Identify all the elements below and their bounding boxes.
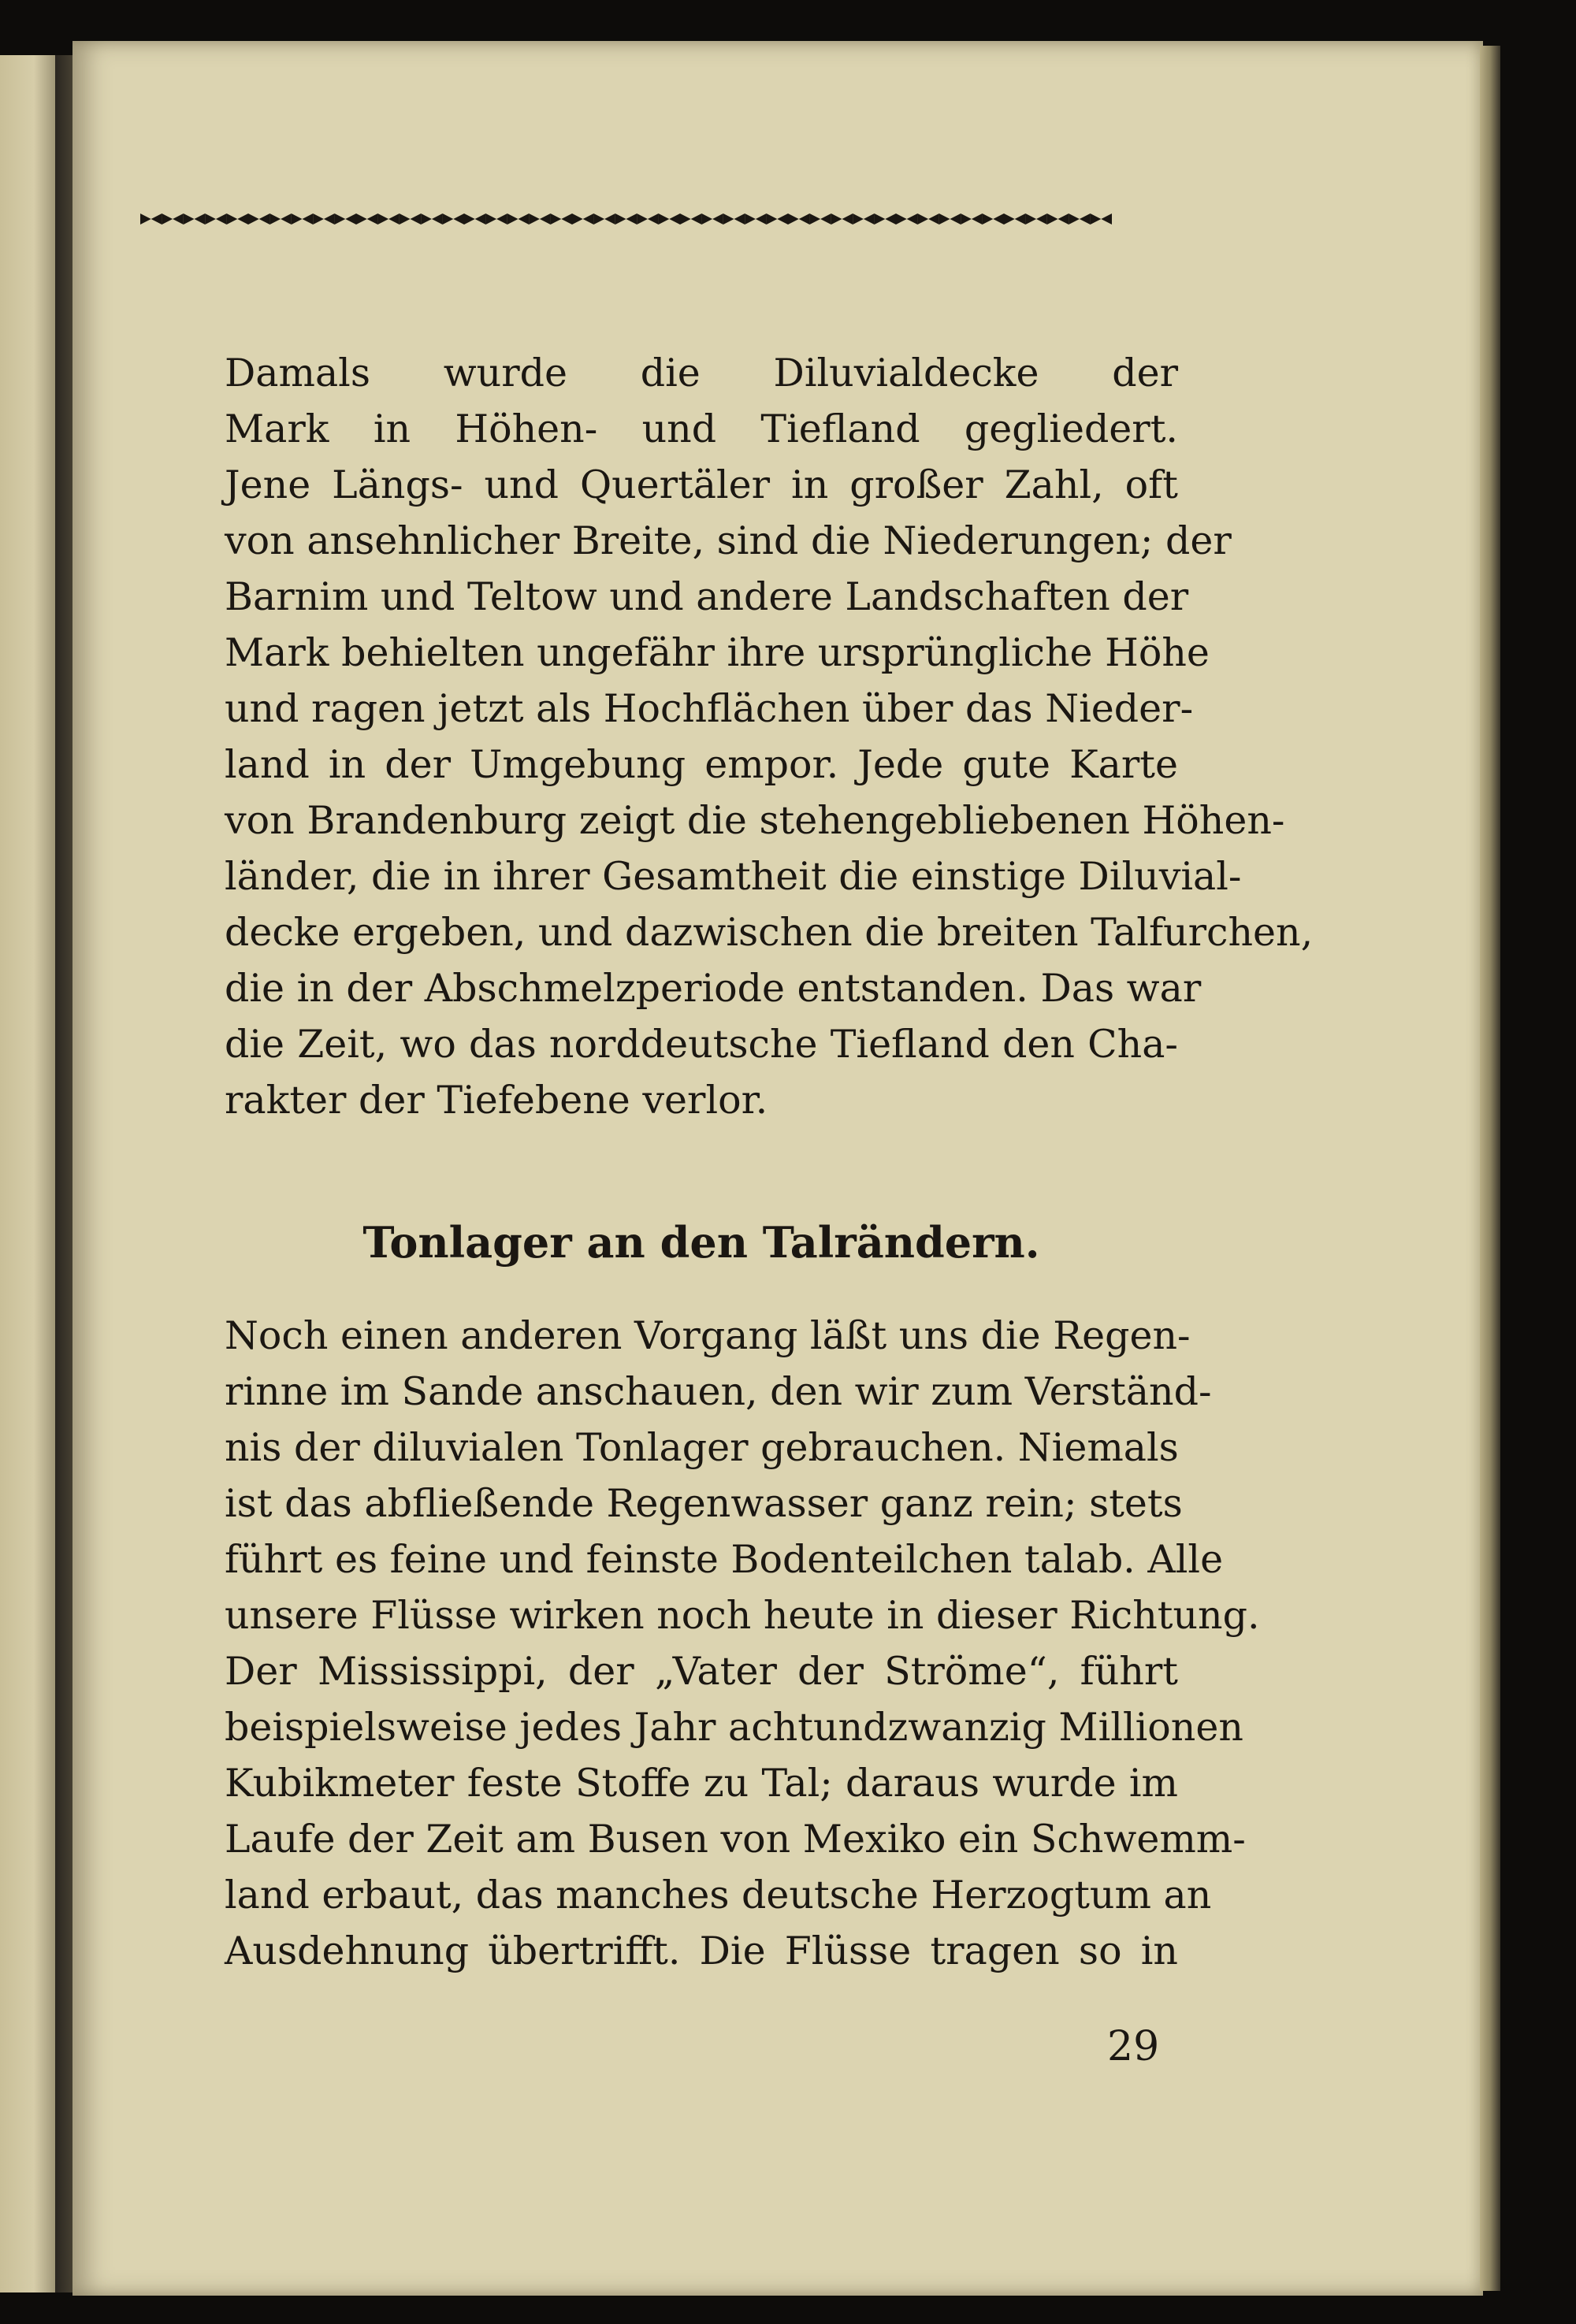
paragraph-2 bbox=[225, 1308, 1260, 1979]
left-page-edge bbox=[0, 55, 57, 2292]
right-page-edge bbox=[1480, 46, 1500, 2291]
text-line: rinne im Sande anschauen, den wir zum Verständ- bbox=[225, 1369, 1212, 1414]
text-line: Der Mississippi, der „Vater der Ströme“, führt bbox=[225, 1649, 1178, 1694]
text-line: beispielsweise jedes Jahr achtundzwanzig Millionen bbox=[225, 1705, 1243, 1750]
text-line: führt es feine und feinste Bodenteilchen talab. Alle bbox=[225, 1537, 1224, 1582]
text-line: Barnim und Teltow und andere Landschaften der bbox=[225, 574, 1189, 619]
text-line: die in der Abschmelzperiode entstanden. Das war bbox=[225, 966, 1202, 1011]
bowtie-ornament-icon bbox=[140, 213, 1133, 225]
text-line: Jene Längs- und Quertäler in großer Zahl, oft bbox=[225, 462, 1178, 507]
text-line: Laufe der Zeit am Busen von Mexiko ein Schwemm- bbox=[225, 1817, 1246, 1862]
text-line: rakter der Tiefebene verlor. bbox=[225, 1078, 768, 1123]
text-line: land erbaut, das manches deutsche Herzogtum an bbox=[225, 1873, 1212, 1917]
text-line: unsere Flüsse wirken noch heute in dieser Richtung. bbox=[225, 1593, 1260, 1638]
text-line: Mark behielten ungefähr ihre ursprüngliche Höhe bbox=[225, 630, 1210, 675]
text-line: von ansehnlicher Breite, sind die Niederungen; der bbox=[225, 518, 1232, 563]
text-line: Kubikmeter feste Stoffe zu Tal; daraus wurde im bbox=[225, 1761, 1178, 1806]
text-line: Ausdehnung übertrifft. Die Flüsse tragen so in bbox=[225, 1929, 1178, 1973]
text-line: Mark in Höhen- und Tiefland gegliedert. bbox=[225, 407, 1178, 451]
text-line: ist das abfließende Regenwasser ganz rein; stets bbox=[225, 1481, 1183, 1526]
text-line: und ragen jetzt als Hochflächen über das Nieder- bbox=[225, 686, 1194, 731]
text-line: nis der diluvialen Tonlager gebrauchen. Niemals bbox=[225, 1425, 1179, 1470]
page-number: 29 bbox=[1107, 2023, 1160, 2070]
text-line: von Brandenburg zeigt die stehengebliebenen Höhen- bbox=[225, 798, 1285, 843]
text-line: Noch einen anderen Vorgang läßt uns die Regen- bbox=[225, 1313, 1191, 1358]
text-line: Damals wurde die Diluvialdecke der bbox=[225, 351, 1178, 395]
section-heading: Tonlager an den Talrändern. bbox=[362, 1217, 1040, 1268]
text-line: die Zeit, wo das norddeutsche Tiefland den Cha- bbox=[225, 1022, 1178, 1067]
text-line: länder, die in ihrer Gesamtheit die einstige Diluvial- bbox=[225, 854, 1242, 899]
paragraph-1 bbox=[225, 345, 1314, 1128]
text-line: decke ergeben, und dazwischen die breiten Talfurchen, bbox=[225, 910, 1314, 955]
decorative-ornament-rule bbox=[140, 213, 1133, 225]
text-line: land in der Umgebung empor. Jede gute Karte bbox=[225, 742, 1178, 787]
